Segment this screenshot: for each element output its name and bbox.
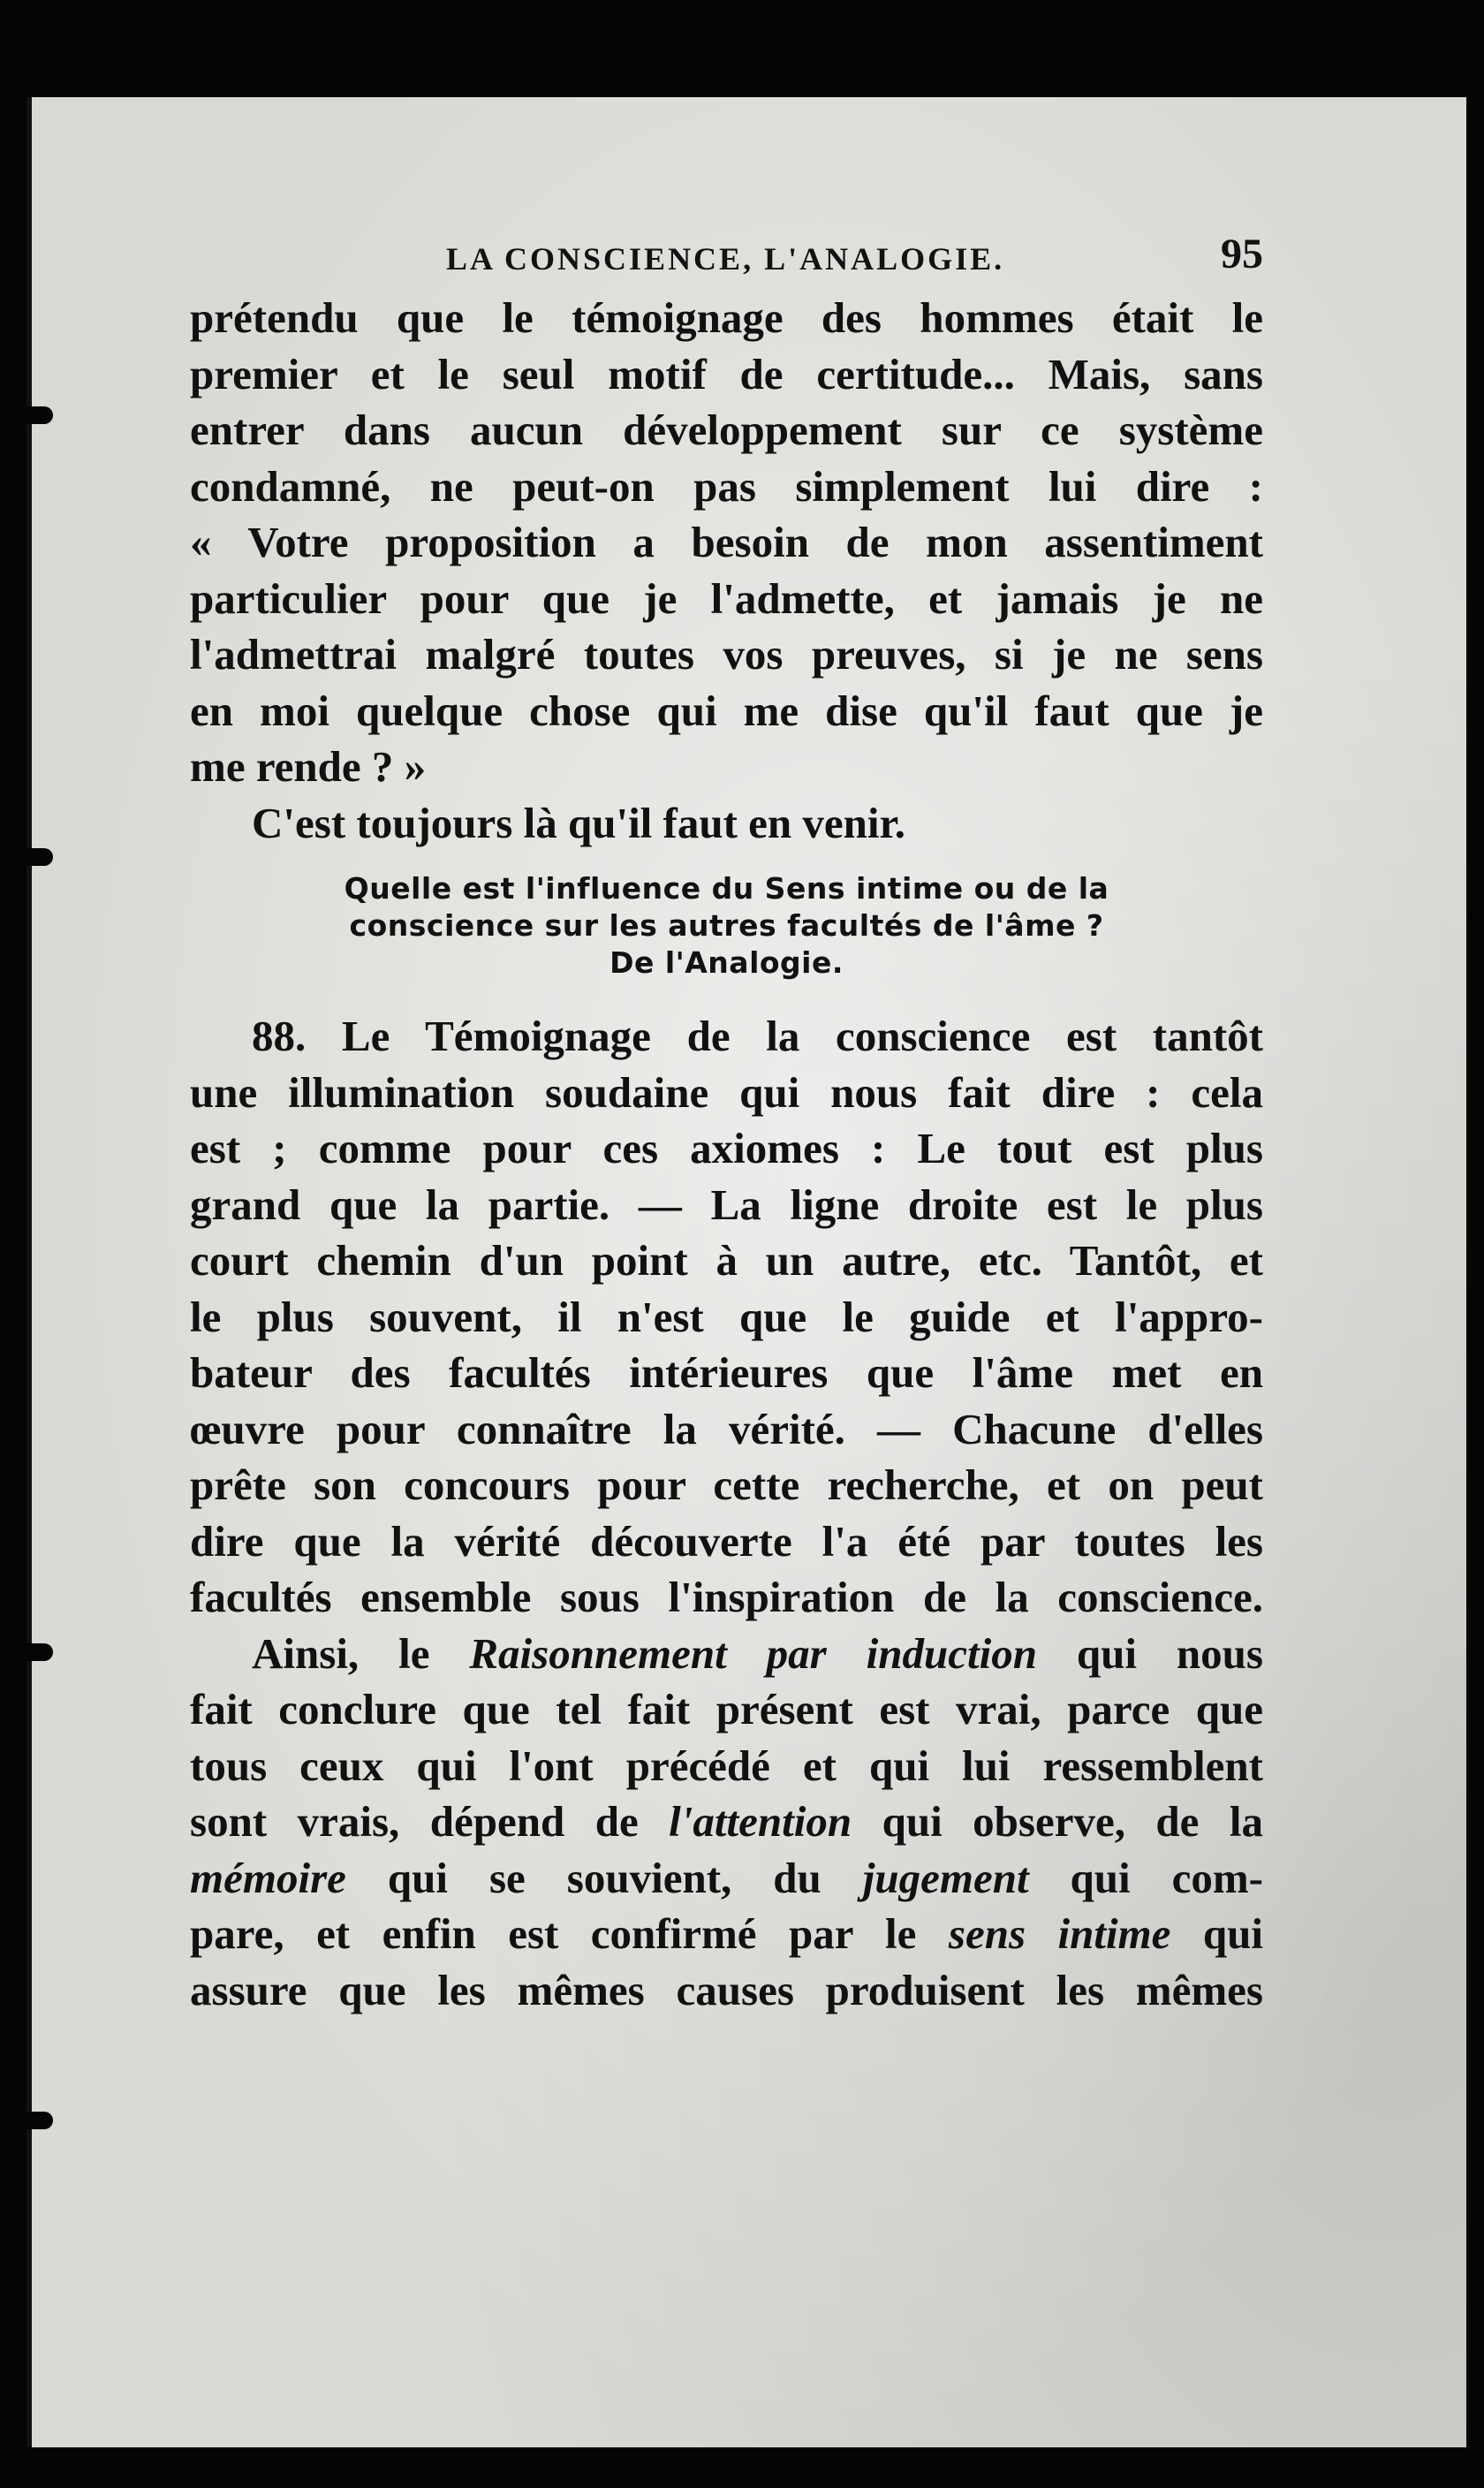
text-line: prête son concours pour cette recherche, et on peut — [190, 1460, 1263, 1509]
text-line: particulier pour que je l'admette, et jamais je ne — [190, 573, 1263, 623]
text-line: le plus souvent, il n'est que le guide et l'appro- — [190, 1292, 1263, 1341]
text-line: l'admettrai malgré toutes vos preuves, si je ne sens — [190, 630, 1263, 679]
text-line: facultés ensemble sous l'inspiration de la conscience. — [190, 1573, 1263, 1621]
text-line — [190, 1850, 1263, 1907]
text-line: condamné, ne peut-on pas simplement lui dire : — [190, 461, 1263, 511]
paragraph-1 — [190, 290, 1263, 795]
film-edge-mark — [0, 848, 53, 866]
italic-term: jugement — [862, 1853, 1029, 1902]
text-run: sont vrais, dépend de — [190, 1797, 670, 1846]
text-line: assure que les mêmes causes produisent les mêmes — [190, 1965, 1263, 2014]
film-edge-mark — [0, 2112, 53, 2129]
text-line: grand que la partie. — La ligne droite est le plus — [190, 1180, 1263, 1229]
film-edge-mark — [0, 1643, 53, 1661]
film-edge-mark — [0, 406, 53, 424]
text-run: qui — [1170, 1909, 1263, 1958]
page-number: 95 — [1221, 231, 1263, 277]
heading-line: conscience sur les autres facultés de l'âme ? — [349, 908, 1104, 943]
text-line: entrer dans aucun développement sur ce système — [190, 406, 1263, 454]
text-line — [190, 1626, 1263, 1682]
text-line: une illumination soudaine qui nous fait dire : cela — [190, 1067, 1263, 1117]
text-line: est ; comme pour ces axiomes : Le tout est plus — [190, 1124, 1263, 1172]
text-run: qui se souvient, du — [345, 1853, 863, 1902]
italic-term: sens intime — [948, 1909, 1171, 1958]
heading-line: De l'Analogie. — [610, 945, 844, 980]
italic-term: mémoire — [190, 1853, 346, 1902]
text-line: « Votre proposition a besoin de mon assentiment — [190, 518, 1263, 566]
text-line: 88. Le Témoignage de la conscience est tantôt — [252, 1012, 1263, 1060]
text-run: pare, et enfin est confirmé par le — [190, 1909, 949, 1958]
italic-term: Raisonnement par induction — [469, 1628, 1037, 1678]
page-binding-edge — [26, 97, 32, 2447]
text-line: en moi quelque chose qui me dise qu'il faut que je — [190, 686, 1263, 735]
text-run: qui nous — [1036, 1628, 1263, 1678]
paragraph-3 — [190, 1008, 1263, 1626]
page-text — [190, 221, 1263, 2018]
text-line: œuvre pour connaître la vérité. — Chacune d'elles — [190, 1404, 1263, 1453]
heading-line: Quelle est l'influence du Sens intime ou de la — [344, 871, 1109, 906]
running-head-title: LA CONSCIENCE, L'ANALOGIE. — [446, 241, 1005, 277]
text-line: premier et le seul motif de certitude... Mais, sans — [190, 349, 1263, 398]
text-line: tous ceux qui l'ont précédé et qui lui ressemblent — [190, 1741, 1263, 1790]
paragraph-2: C'est toujours là qu'il faut en venir. — [252, 798, 906, 847]
text-run: qui com- — [1028, 1853, 1263, 1902]
text-line: me rende ? » — [190, 742, 427, 791]
running-head — [190, 221, 1263, 290]
paragraph-4 — [190, 1626, 1263, 2019]
text-run: qui observe, de la — [852, 1797, 1263, 1846]
text-line — [190, 1794, 1263, 1850]
text-line: court chemin d'un point à un autre, etc. Tantôt, et — [190, 1236, 1263, 1285]
italic-term: l'attention — [669, 1797, 852, 1846]
text-line: fait conclure que tel fait présent est vrai, parce que — [190, 1685, 1263, 1733]
text-line — [190, 1906, 1263, 1962]
text-line: prétendu que le témoignage des hommes était le — [190, 293, 1263, 342]
text-line: dire que la vérité découverte l'a été par toutes les — [190, 1516, 1263, 1566]
section-heading — [190, 870, 1263, 982]
text-run: Ainsi, le — [252, 1628, 470, 1678]
text-line: bateur des facultés intérieures que l'âme met en — [190, 1348, 1263, 1397]
